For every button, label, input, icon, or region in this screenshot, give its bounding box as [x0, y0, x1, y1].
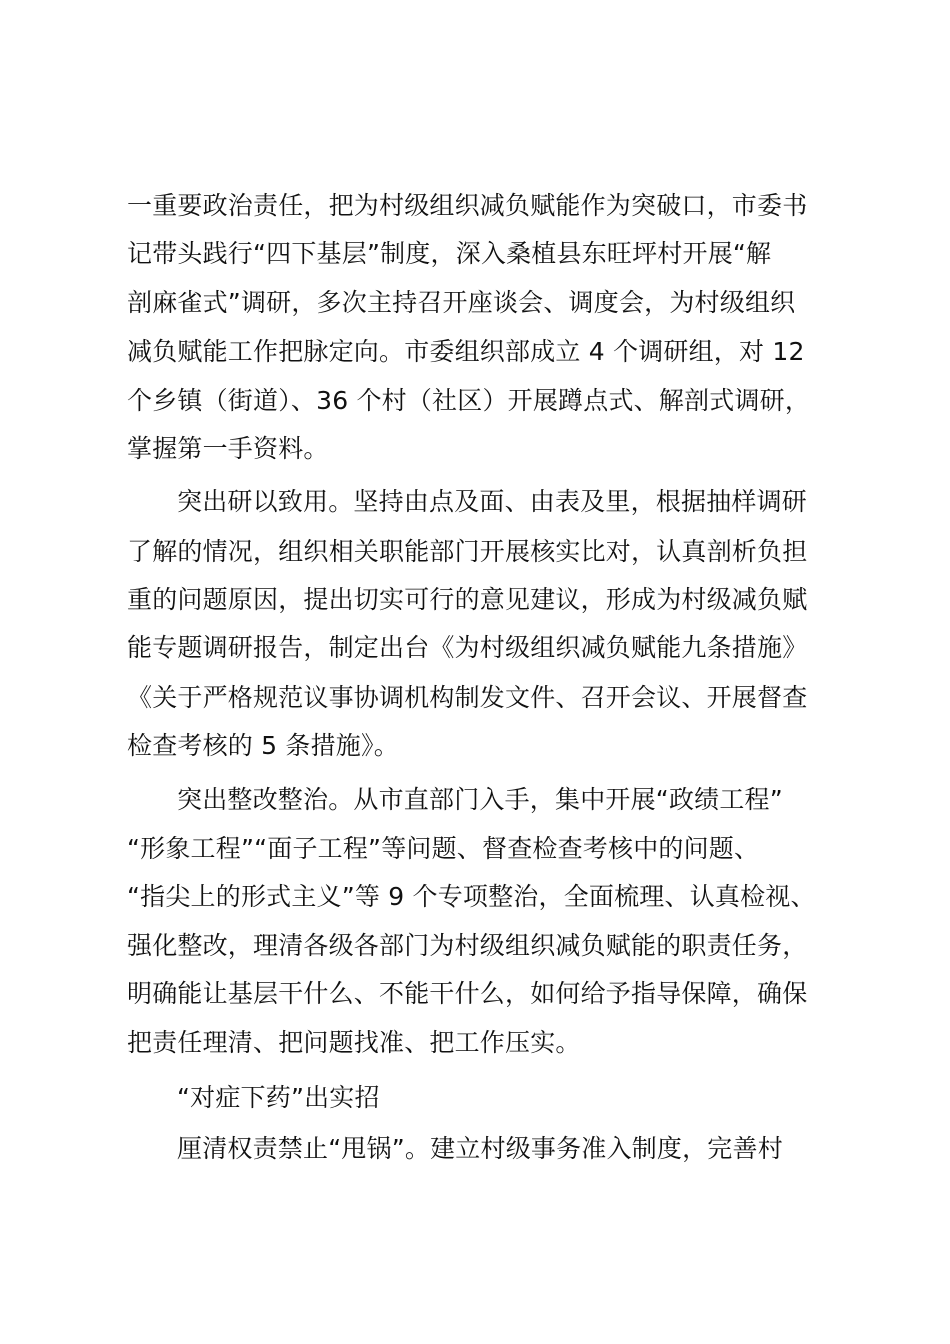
paragraph-first-line: 突出整改整治。从市直部门入手，集中开展“政绩工程”: [177, 785, 783, 814]
text-line: 明确能让基层干什么、不能干什么，如何给予指导保障，确保: [127, 979, 808, 1008]
text-line: 把责任理清、把问题找准、把工作压实。: [127, 1028, 581, 1057]
text-line: 重的问题原因，提出切实可行的意见建议，形成为村级减负赋: [127, 585, 808, 614]
text-line: “形象工程”“面子工程”等问题、督查检查考核中的问题、: [127, 834, 760, 863]
text-line: 一重要政治责任，把为村级组织减负赋能作为突破口，市委书: [127, 191, 808, 220]
text-line: 了解的情况，组织相关职能部门开展核实比对，认真剖析负担: [127, 537, 808, 566]
text-line: 减负赋能工作把脉定向。市委组织部成立 4 个调研组，对 12: [127, 337, 805, 366]
section-heading: “对症下药”出实招: [177, 1083, 380, 1112]
text-line: 强化整改，理清各级各部门为村级组织减负赋能的职责任务，: [127, 931, 808, 960]
text-line: 检查考核的 5 条措施》。: [127, 731, 399, 760]
text-line: 能专题调研报告，制定出台《为村级组织减负赋能九条措施》: [127, 633, 808, 662]
text-line: 剖麻雀式”调研，多次主持召开座谈会、调度会，为村级组织: [127, 288, 796, 317]
text-line: 记带头践行“四下基层”制度，深入桑植县东旺坪村开展“解: [127, 239, 772, 268]
paragraph-first-line: 突出研以致用。坚持由点及面、由表及里，根据抽样调研: [177, 487, 808, 516]
text-line: “指尖上的形式主义”等 9 个专项整治，全面梳理、认真检视、: [127, 882, 816, 911]
text-line: 《关于严格规范议事协调机构制发文件、召开会议、开展督查: [127, 683, 808, 712]
paragraph-first-line: 厘清权责禁止“甩锅”。建立村级事务准入制度，完善村: [177, 1134, 783, 1163]
text-line: 个乡镇（街道）、36 个村（社区）开展蹲点式、解剖式调研，: [127, 386, 811, 415]
text-line: 掌握第一手资料。: [127, 434, 329, 463]
